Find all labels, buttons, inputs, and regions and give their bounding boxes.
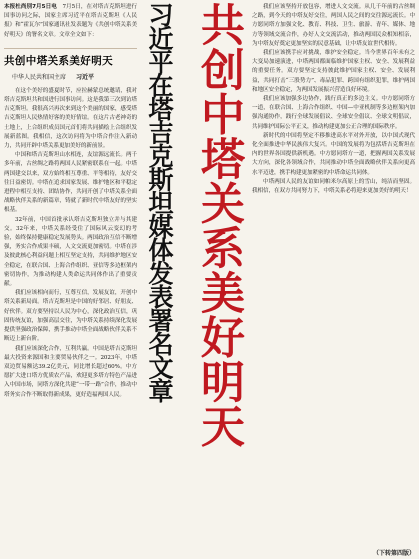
- body-paragraph: 新时代的中国将坚定不移推进高水平对外开放，以中国式现代化全面推进中华民族伟大复兴。中国的发展将为包括塔吉克斯坦在内的世界各国提供新机遇。中方愿同塔方一道，把握两国关系发展大方向，深化各领域合作，共同推动中塔全面战略伙伴关系向更高水平迈进，携手构建更加紧密的中塔命运共同体。: [252, 132, 415, 176]
- right-body: [252, 3, 415, 196]
- main-headline: 共创中塔关系美好明天: [193, 2, 244, 448]
- sub-headline: 习近平在塔吉克斯坦媒体发表署名文章: [145, 2, 174, 402]
- body-paragraph: 中塔两国人民的友谊如同帕米尔高原上的雪山，纯洁而坚固。我相信，在双方共同努力下，中塔关系必将迎来更加美好的明天！: [252, 178, 415, 195]
- dateline: 本报杜尚别7月5日电: [4, 4, 57, 10]
- body-paragraph: 我们应该深化合作，互利共赢。中国是塔吉克斯坦最大投资来源国和主要贸易伙伴之一。2023年，中塔双边贸易额达39.2亿美元，同比增长超过60%。中方愿扩大进口塔方优质农产品，欢迎更多塔方特色产品进入中国市场，同塔方深化共建“一带一路”合作，推动中塔务实合作不断取得新成果，更好造福两国人民。: [4, 345, 137, 398]
- continued-note: （下转第四版）: [372, 550, 415, 557]
- body-paragraph: 中国和塔吉克斯坦山水相连，友谊源远流长。两千多年前，古丝绸之路将两国人民紧密联系在一起。中塔两国建交以来，双方始终相互尊重、平等相待，友好交往日益密切。中塔在追求国家发展、维护地区和平稳定进程中相互支持、团结协作，共同开创了中塔关系全面战略伙伴关系的新篇章，铸就了新时代中塔友好的坚实根基。: [4, 152, 137, 214]
- section-title: 共创中塔关系美好明天: [4, 48, 137, 68]
- body-paragraph: 在这个美好的盛夏时节，应拉赫蒙总统邀请，我对塔吉克斯坦共和国进行国事访问。这是我第三次到访塔吉克斯坦。我很高兴再次来到这个美丽的国家，感受塔吉克斯坦人民热情好客的美好情谊。在这片古老神奇的土地上，上合组织成员国元首们将共同描绘上合组织发展新蓝图。我相信，这次访问将为中塔合作注入新动力，共同开辟中塔关系更加美好的新前景。: [4, 87, 137, 150]
- byline: [12, 72, 137, 81]
- byline-author: 习近平: [76, 73, 95, 81]
- lead-paragraph: [4, 3, 137, 40]
- body-paragraph: 32年前，中国首批承认塔吉克斯坦独立并与其建交。32年来，中塔关系经受住了国际风云变幻的考验，始终保持健康稳定发展势头。两国政治互信不断增强，务实合作成果丰硕，人文交流更加密切。中塔在涉及彼此核心利益问题上相互坚定支持，共同维护地区安全稳定，在联合国、上海合作组织、亚信等多边框架内密切协作，为推动构建人类命运共同体作出了重要贡献。: [4, 216, 137, 288]
- left-column: [4, 3, 137, 555]
- body-paragraph: 我们应该坚持开放包容，增进人文交流。从几千年前的古丝绸之路，到今天的中塔友好交往，两国人民之间的交往源远流长。中方愿同塔方加强文化、教育、科技、卫生、旅游、青年、媒体、地方等领域交流合作，办好人文交流活动，推动两国民众相知相亲，为中塔友好奠定更加坚实的民意基础，让中塔友谊世代相传。: [252, 4, 415, 47]
- body-paragraph: 我们应该加强多边协作，践行真正的多边主义。中方愿同塔方一道，在联合国、上海合作组织、中国—中亚机制等多边框架内加强沟通协作，践行全球发展倡议、全球安全倡议、全球文明倡议，共同维护国际公平正义，推动构建更加公正合理的国际秩序。: [252, 96, 415, 130]
- left-body: [4, 87, 137, 400]
- byline-prefix: 中华人民共和国主席: [12, 73, 67, 81]
- lead-text: 7月5日，在对塔吉克斯坦进行国事访问之际，国家主席习近平在塔吉克斯坦《人民报》和“霍瓦尔”国家通讯社发表题为《共创中塔关系美好明天》的署名文章。文章全文如下：: [4, 4, 137, 38]
- body-paragraph: 我们应该携手应对挑战，维护安全稳定。当今世界百年未有之大变局加速演进，中塔两国都面临维护国家主权、安全、发展利益的重要任务。双方要坚定支持彼此维护国家主权、安全、发展利益，共同打击“三股势力”、毒品犯罪、跨国有组织犯罪，维护两国和地区安全稳定，为两国发展振兴营造良好环境。: [252, 50, 415, 93]
- body-paragraph: 我们应该相向而行，互尊互信，发展友谊，开创中塔关系新局面。塔吉克斯坦是中国的好邻居、好朋友、好伙伴。双方要坚持以人民为中心，深化政治互信，巩固传统友谊，加强高层交往，为中塔关系持续深化发展提供坚强政治保障，携手推动中塔全面战略伙伴关系不断迈上新台阶。: [4, 290, 137, 343]
- right-column: [252, 3, 415, 555]
